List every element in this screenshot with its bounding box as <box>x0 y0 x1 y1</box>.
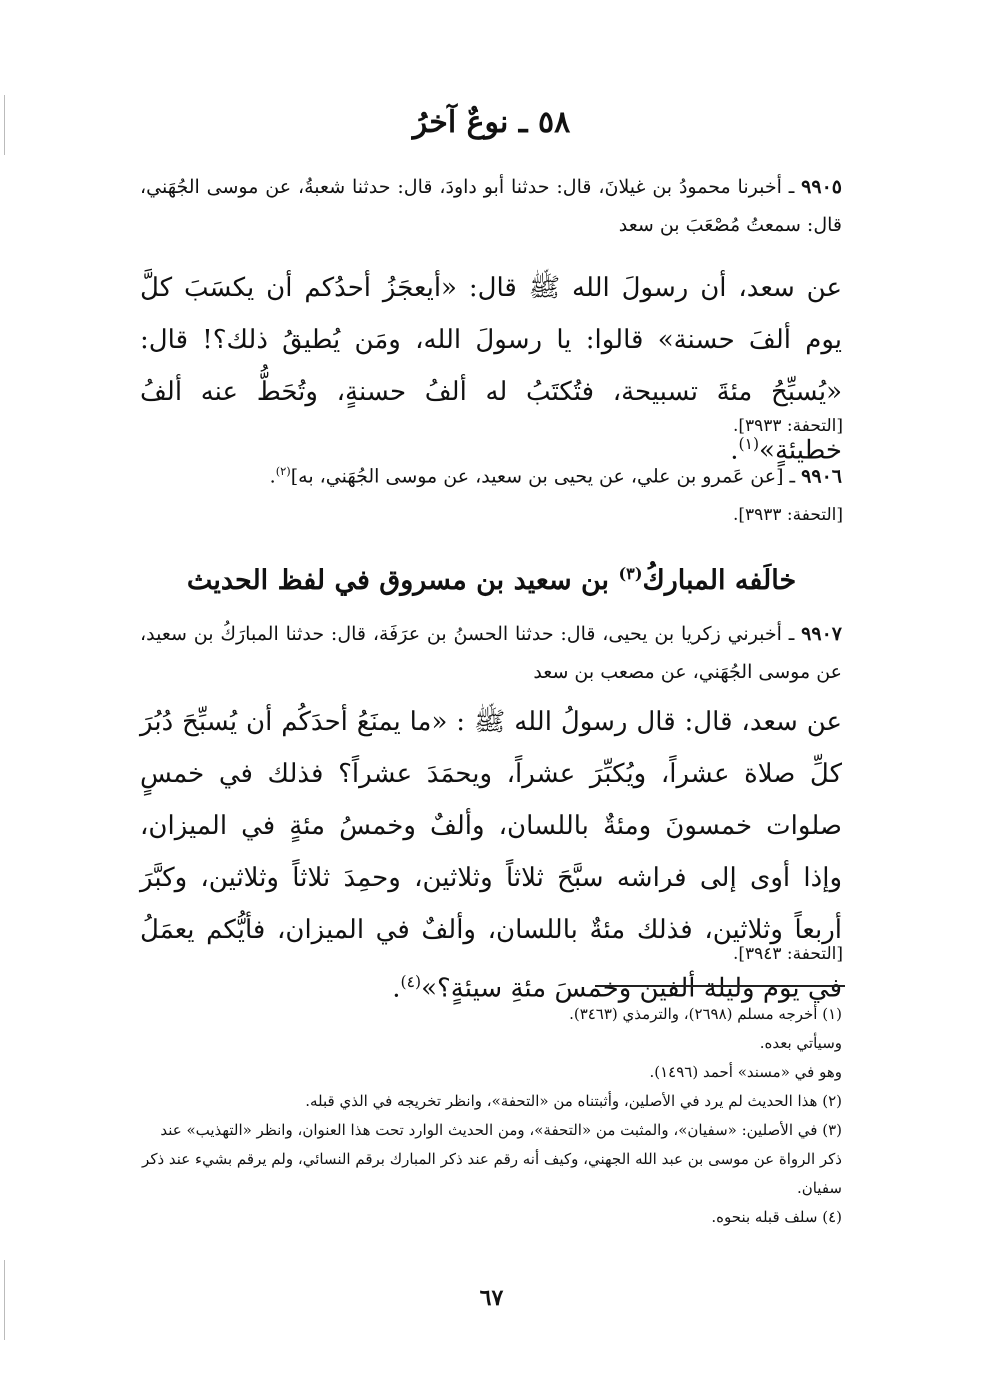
end-mark: . <box>392 973 401 1004</box>
section-title-part2: بن سعيد بن مسروق في لفظ الحديث <box>186 565 619 596</box>
footnote: (١) أخرجه مسلم (٢٦٩٨)، والترمذي (٣٤٦٣). <box>569 1005 842 1023</box>
footnote: (٤) سلف قبله بنحوه. <box>711 1208 842 1226</box>
footnote: وسيأتي بعده. <box>759 1034 842 1052</box>
hadith-number: ٩٩٠٧ <box>801 623 842 645</box>
hadith-number: ٩٩٠٥ <box>801 176 842 198</box>
chapter-title: ٥٨ ـ نوعٌ آخرُ <box>412 105 571 140</box>
hadith-9907-matn <box>140 696 842 1015</box>
matn-text: عن سعد، قال: قال رسولُ الله ﷺ : «ما يمنَعُ أحدَكُم أن يُسبِّحَ دُبُرَ كلِّ صلاة عشراً، ويُكبِّرَ عشراً، ويحمَدَ عشراً؟ فذلك في خمسٍ صلوات خمسونَ ومئةٌ باللسان، وألفٌ وخمسُ مئةٍ في الميزان، وإذا أوى إلى فراشه سبَّحَ ثلاثاً وثلاثين، وحمِدَ ثلاثاً وثلاثين، وكبَّرَ أربعاً وثلاثين، فذلك مئةٌ باللسان، وألفٌ في الميزان، فأيُّكم يعمَلُ في يوم وليلة ألفين وخمسَ مئةِ سيئةٍ؟» <box>140 707 842 1004</box>
end-mark: . <box>730 435 739 466</box>
hadith-9907-isnad <box>140 615 842 691</box>
page-number: ٦٧ <box>479 1285 504 1311</box>
section-title <box>0 550 983 605</box>
footnote: (٢) هذا الحديث لم يرد في الأصلين، وأثبتناه من «التحفة»، وانظر تخريجه في الذي قبله. <box>305 1092 842 1110</box>
scan-edge-mark <box>4 95 5 155</box>
footnote: وهو في «مسند» أحمد (١٤٩٦). <box>649 1063 842 1081</box>
hadith-9905-matn <box>140 262 842 477</box>
footnote-marker[interactable]: (١) <box>738 435 760 453</box>
footnote-marker[interactable]: (٢) <box>275 464 291 478</box>
matn-text: عن سعد، أن رسولَ الله ﷺ قال: «أيعجَزُ أحدُكم أن يكسَبَ كلَّ يوم ألفَ حسنة» قالوا: يا رسولَ الله، ومَن يُطيقُ ذلك؟! قال: «يُسبِّحُ مئةَ تسبيحة، فتُكتَبُ له ألفُ حسنةٍ، وتُحَطُّ عنه ألفُ خطيئةٍ» <box>140 273 842 466</box>
section-title-part1: خالَفه المباركُ <box>642 565 797 596</box>
hadith-9906 <box>140 452 842 495</box>
end-mark: . <box>269 465 276 488</box>
isnad-text: ـ أخبرني زكريا بن يحيى، قال: حدثنا الحسنُ بن عرَفَة، قال: حدثنا المبارَكُ بن سعيد، عن موسى الجُهَني، عن مصعب بن سعد <box>140 623 842 683</box>
hadith-number: ٩٩٠٦ <box>801 465 842 488</box>
footnote: (٣) في الأصلين: «سفيان»، والمثبت من «التحفة»، ومن الحديث الوارد تحت هذا العنوان، وانظر «التهذيب» عند ذكر الرواة عن موسى بن عبد الله الجهني، وكيف أنه رقم عند ذكر المبارك برقم النسائي، ولم يرقم بشيء عند ذكر سفيان. <box>142 1121 842 1197</box>
tuhfa-reference: [التحفة: ٣٩٤٣]. <box>732 944 843 964</box>
tuhfa-reference: [التحفة: ٣٩٣٣]. <box>732 416 843 436</box>
isnad-text: ـ أخبرنا محمودُ بن غيلانَ، قال: حدثنا أبو داودَ، قال: حدثنا شعبةُ، عن موسى الجُهَني، قال: سمعتُ مُصْعَبَ بن سعد <box>140 176 842 236</box>
tuhfa-reference: [التحفة: ٣٩٣٣]. <box>732 505 843 525</box>
footnote-marker[interactable]: (٤) <box>400 973 422 991</box>
footnote-marker[interactable]: (٣) <box>618 564 643 583</box>
hadith-text: ـ [عن عَمرو بن علي، عن يحيى بن سعيد، عن موسى الجُهَني، به] <box>290 465 802 488</box>
scan-edge-mark <box>4 1260 5 1340</box>
footnote-separator <box>595 985 845 987</box>
hadith-9905-isnad <box>140 168 842 244</box>
footnotes <box>140 1000 842 1232</box>
